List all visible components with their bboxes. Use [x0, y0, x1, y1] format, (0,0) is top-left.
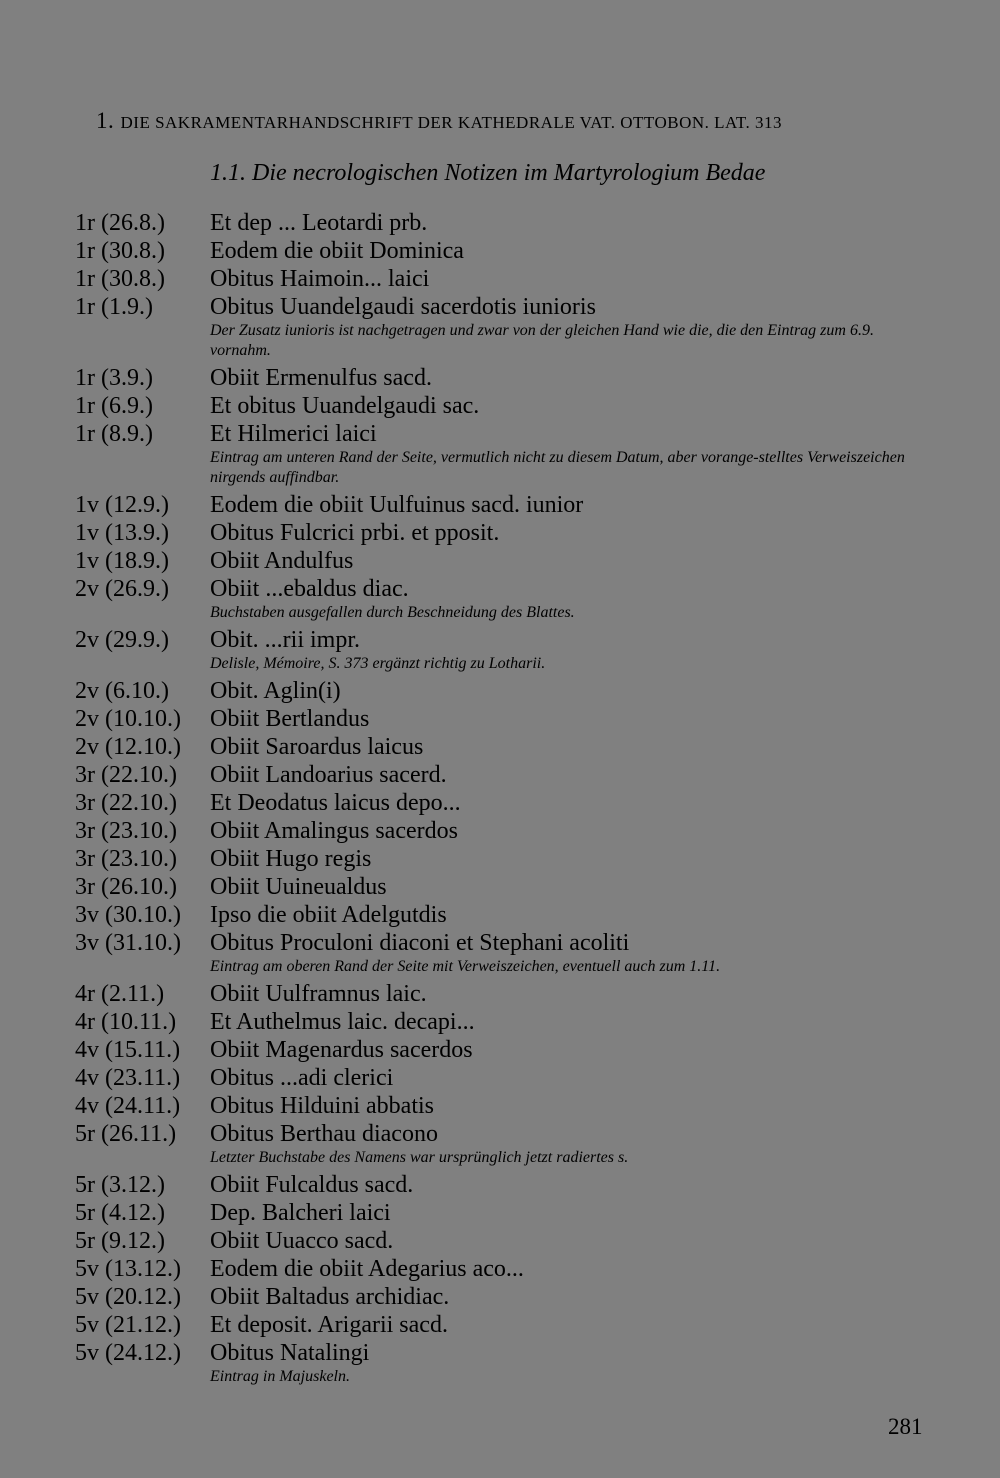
entry-row — [75, 1227, 935, 1255]
entry-row — [75, 1036, 935, 1064]
entry-note: Der Zusatz iunioris ist nachgetragen und zwar von der gleichen Hand wie die, die den Eintrag zum 6.9. vornahm. — [210, 322, 874, 359]
entry-text: Et Deodatus laicus depo... — [210, 790, 461, 816]
folio-date-ref: 1v (18.9.) — [75, 548, 169, 574]
header-title: DIE SAKRAMENTARHANDSCHRIFT DER KATHEDRALE VAT. OTTOBON. LAT. 313 — [120, 113, 783, 132]
necrology-entry — [75, 901, 935, 929]
entry-text: Obitus Uuandelgaudi sacerdotis iunioris — [210, 294, 596, 320]
entry-row — [75, 265, 935, 293]
folio-date-ref: 2v (6.10.) — [75, 678, 169, 704]
entry-row — [75, 789, 935, 817]
folio-date-ref: 1r (30.8.) — [75, 266, 165, 292]
page-number: 281 — [888, 1414, 923, 1439]
necrology-entry — [75, 519, 935, 547]
entry-row — [75, 237, 935, 265]
necrology-entry — [75, 1064, 935, 1092]
necrology-entry — [75, 873, 935, 901]
folio-date-ref: 3r (26.10.) — [75, 874, 177, 900]
entry-row — [75, 420, 935, 448]
entry-row — [75, 1339, 935, 1367]
folio-date-ref: 1r (30.8.) — [75, 238, 165, 264]
necrology-entry — [75, 491, 935, 519]
folio-date-ref: 3r (22.10.) — [75, 790, 177, 816]
entry-row — [75, 519, 935, 547]
entry-note: Buchstaben ausgefallen durch Beschneidung des Blattes. — [210, 604, 575, 621]
entry-row — [75, 626, 935, 654]
folio-date-ref: 1v (12.9.) — [75, 492, 169, 518]
entry-row — [75, 209, 935, 237]
entry-row — [75, 1311, 935, 1339]
entry-text: Obitus Hilduini abbatis — [210, 1093, 434, 1119]
necrology-entry — [75, 575, 935, 626]
entry-text: Obitus Haimoin... laici — [210, 266, 430, 292]
entry-row — [75, 1120, 935, 1148]
necrology-entry — [75, 1227, 935, 1255]
necrology-entry — [75, 733, 935, 761]
folio-date-ref: 2v (12.10.) — [75, 734, 181, 760]
entry-row — [75, 1171, 935, 1199]
entry-text: Obiit Ermenulfus sacd. — [210, 365, 432, 391]
necrology-entry — [75, 209, 935, 237]
entry-text: Obiit Bertlandus — [210, 706, 370, 732]
folio-date-ref: 5v (20.12.) — [75, 1284, 181, 1310]
entry-text: Obit. ...rii impr. — [210, 627, 360, 653]
entry-text: Dep. Balcheri laici — [210, 1200, 391, 1226]
necrology-entry — [75, 293, 935, 364]
entry-row — [75, 901, 935, 929]
folio-date-ref: 1v (13.9.) — [75, 520, 169, 546]
folio-date-ref: 4v (24.11.) — [75, 1093, 181, 1119]
header-number: 1. — [96, 108, 115, 133]
folio-date-ref: 2v (29.9.) — [75, 627, 169, 653]
entry-row — [75, 929, 935, 957]
folio-date-ref: 3r (23.10.) — [75, 846, 177, 872]
necrology-entry — [75, 1008, 935, 1036]
entry-row — [75, 364, 935, 392]
section-title: 1.1. Die necrologischen Notizen im Martyrologium Bedae — [210, 160, 766, 186]
folio-date-ref: 4r (10.11.) — [75, 1009, 177, 1035]
necrology-entry — [75, 364, 935, 392]
necrology-entry — [75, 265, 935, 293]
entry-text: Obiit Amalingus sacerdos — [210, 818, 458, 844]
necrology-entry — [75, 237, 935, 265]
entry-text: Obiit Uulframnus laic. — [210, 981, 427, 1007]
necrology-entry — [75, 1171, 935, 1199]
folio-date-ref: 5r (26.11.) — [75, 1121, 177, 1147]
entry-row — [75, 1283, 935, 1311]
entry-text: Obiit ...ebaldus diac. — [210, 576, 409, 602]
folio-date-ref: 3v (31.10.) — [75, 930, 181, 956]
folio-date-ref: 1r (1.9.) — [75, 294, 153, 320]
entry-text: Obiit Andulfus — [210, 548, 354, 574]
entry-row — [75, 1092, 935, 1120]
entry-row — [75, 677, 935, 705]
necrology-entry — [75, 392, 935, 420]
necrology-entry — [75, 1283, 935, 1311]
necrology-entry — [75, 929, 935, 980]
entry-text: Obiit Baltadus archidiac. — [210, 1284, 450, 1310]
folio-date-ref: 5v (21.12.) — [75, 1312, 181, 1338]
necrology-entry-list — [75, 209, 935, 1390]
entry-text: Eodem die obiit Uulfuinus sacd. iunior — [210, 492, 584, 518]
folio-date-ref: 4r (2.11.) — [75, 981, 165, 1007]
entry-text: Obiit Uuacco sacd. — [210, 1228, 394, 1254]
entry-text: Obitus Fulcrici prbi. et pposit. — [210, 520, 500, 546]
necrology-entry — [75, 1092, 935, 1120]
entry-text: Obiit Fulcaldus sacd. — [210, 1172, 414, 1198]
entry-text: Obitus Proculoni diaconi et Stephani acoliti — [210, 930, 630, 956]
entry-text: Eodem die obiit Adegarius aco... — [210, 1256, 524, 1282]
folio-date-ref: 5r (4.12.) — [75, 1200, 165, 1226]
entry-note: Eintrag am oberen Rand der Seite mit Verweiszeichen, eventuell auch zum 1.11. — [210, 958, 721, 975]
folio-date-ref: 3r (22.10.) — [75, 762, 177, 788]
necrology-entry — [75, 817, 935, 845]
entry-text: Obiit Landoarius sacerd. — [210, 762, 447, 788]
folio-date-ref: 5v (13.12.) — [75, 1256, 181, 1282]
folio-date-ref: 3v (30.10.) — [75, 902, 181, 928]
entry-row — [75, 733, 935, 761]
necrology-entry — [75, 845, 935, 873]
entry-text: Et deposit. Arigarii sacd. — [210, 1312, 448, 1338]
necrology-entry — [75, 761, 935, 789]
entry-row — [75, 705, 935, 733]
entry-text: Et Authelmus laic. decapi... — [210, 1009, 475, 1035]
folio-date-ref: 1r (26.8.) — [75, 210, 165, 236]
entry-row — [75, 761, 935, 789]
entry-text: Obiit Uuineualdus — [210, 874, 387, 900]
necrology-entry — [75, 677, 935, 705]
necrology-entry — [75, 1199, 935, 1227]
folio-date-ref: 1r (8.9.) — [75, 421, 153, 447]
entry-row — [75, 293, 935, 321]
entry-text: Ipso die obiit Adelgutdis — [210, 902, 447, 928]
necrology-entry — [75, 1255, 935, 1283]
entry-row — [75, 817, 935, 845]
entry-text: Obiit Hugo regis — [210, 846, 372, 872]
entry-text: Obitus Berthau diacono — [210, 1121, 438, 1147]
entry-row — [75, 1199, 935, 1227]
entry-text: Obit. Aglin(i) — [210, 678, 341, 704]
folio-date-ref: 4v (23.11.) — [75, 1065, 181, 1091]
necrology-entry — [75, 789, 935, 817]
necrology-entry — [75, 1036, 935, 1064]
entry-row — [75, 1064, 935, 1092]
necrology-entry — [75, 420, 935, 491]
entry-row — [75, 1255, 935, 1283]
folio-date-ref: 5r (3.12.) — [75, 1172, 165, 1198]
necrology-entry — [75, 547, 935, 575]
folio-date-ref: 5r (9.12.) — [75, 1228, 165, 1254]
entry-text: Obiit Magenardus sacerdos — [210, 1037, 473, 1063]
folio-date-ref: 2v (10.10.) — [75, 706, 181, 732]
necrology-entry — [75, 980, 935, 1008]
entry-row — [75, 547, 935, 575]
entry-note: Eintrag in Majuskeln. — [210, 1368, 350, 1385]
folio-date-ref: 2v (26.9.) — [75, 576, 169, 602]
folio-date-ref: 3r (23.10.) — [75, 818, 177, 844]
necrology-entry — [75, 1339, 935, 1390]
entry-text: Et Hilmerici laici — [210, 421, 377, 447]
entry-row — [75, 575, 935, 603]
entry-note: Delisle, Mémoire, S. 373 ergänzt richtig zu Lotharii. — [210, 655, 546, 672]
folio-date-ref: 4v (15.11.) — [75, 1037, 181, 1063]
entry-row — [75, 980, 935, 1008]
necrology-entry — [75, 1120, 935, 1171]
entry-note: Letzter Buchstabe des Namens war ursprünglich jetzt radiertes s. — [210, 1149, 629, 1166]
folio-date-ref: 1r (6.9.) — [75, 393, 153, 419]
necrology-entry — [75, 626, 935, 677]
entry-text: Obitus Natalingi — [210, 1340, 370, 1366]
entry-row — [75, 873, 935, 901]
entry-text: Et dep ... Leotardi prb. — [210, 210, 428, 236]
entry-row — [75, 491, 935, 519]
running-header — [96, 108, 782, 134]
entry-row — [75, 845, 935, 873]
entry-text: Obitus ...adi clerici — [210, 1065, 394, 1091]
entry-row — [75, 392, 935, 420]
folio-date-ref: 5v (24.12.) — [75, 1340, 181, 1366]
necrology-entry — [75, 705, 935, 733]
entry-text: Et obitus Uuandelgaudi sac. — [210, 393, 480, 419]
entry-text: Eodem die obiit Dominica — [210, 238, 464, 264]
entry-note: Eintrag am unteren Rand der Seite, vermutlich nicht zu diesem Datum, aber vorange-stelltes Verweiszeichen nirgends auffindbar. — [210, 449, 905, 486]
entry-text: Obiit Saroardus laicus — [210, 734, 424, 760]
necrology-entry — [75, 1311, 935, 1339]
entry-row — [75, 1008, 935, 1036]
folio-date-ref: 1r (3.9.) — [75, 365, 153, 391]
